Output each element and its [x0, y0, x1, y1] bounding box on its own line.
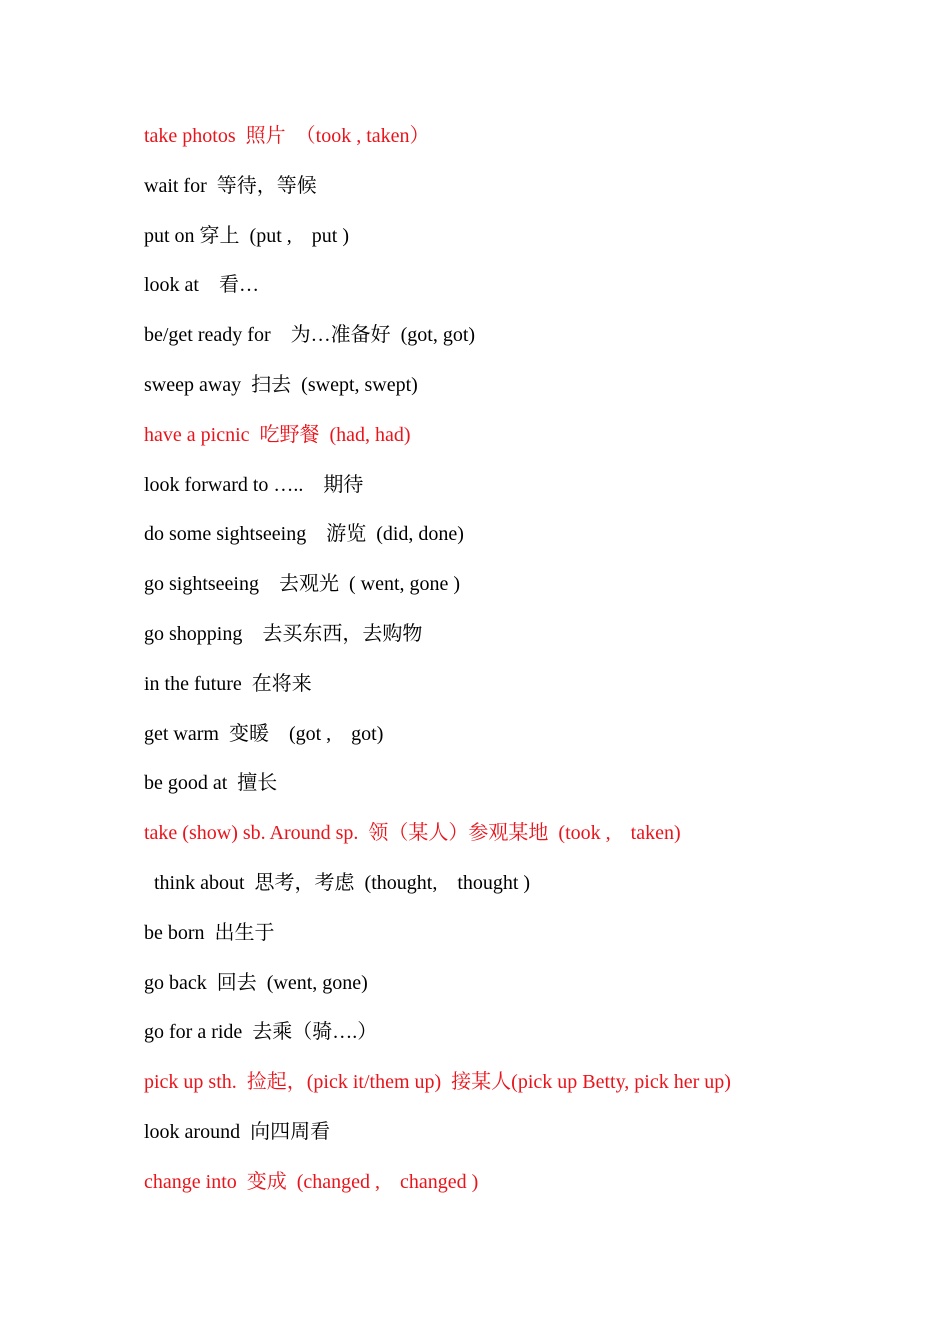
phrase-line: be good at 擅长	[144, 772, 278, 795]
phrase-line: sweep away 扫去 (swept, swept)	[144, 373, 418, 396]
phrase-line: have a picnic 吃野餐 (had, had)	[144, 423, 411, 446]
phrase-line: look forward to ….. 期待	[144, 473, 364, 496]
phrase-line: be born 出生于	[144, 921, 275, 944]
phrase-line: take photos 照片 （took , taken）	[144, 125, 430, 147]
phrase-line: in the future 在将来	[144, 672, 312, 695]
phrase-line: look at 看…	[144, 274, 259, 297]
phrase-line: take (show) sb. Around sp. 领（某人）参观某地 (took , taken)	[144, 822, 681, 845]
phrase-line: pick up sth. 捡起，(pick it/them up) 接某人(pick up Betty, pick her up)	[144, 1071, 731, 1094]
phrase-line: think about 思考，考虑 (thought, thought )	[144, 871, 531, 894]
phrase-line: be/get ready for 为…准备好 (got, got)	[144, 324, 476, 347]
phrase-line: go for a ride 去乘（骑….）	[144, 1021, 378, 1044]
phrase-line: do some sightseeing 游览 (did, done)	[144, 523, 464, 546]
phrase-line: put on 穿上 (put , put )	[144, 224, 349, 247]
phrase-line: change into 变成 (changed , changed )	[144, 1170, 479, 1193]
phrase-line: wait for 等待，等候	[144, 174, 317, 197]
phrase-line: look around 向四周看	[144, 1120, 331, 1143]
phrase-line: get warm 变暖 (got , got)	[144, 722, 384, 745]
phrase-list	[144, 122, 924, 1218]
phrase-line: go back 回去 (went, gone)	[144, 971, 368, 994]
phrase-line: go shopping 去买东西，去购物	[144, 622, 423, 645]
phrase-line: go sightseeing 去观光 ( went, gone )	[144, 573, 461, 596]
